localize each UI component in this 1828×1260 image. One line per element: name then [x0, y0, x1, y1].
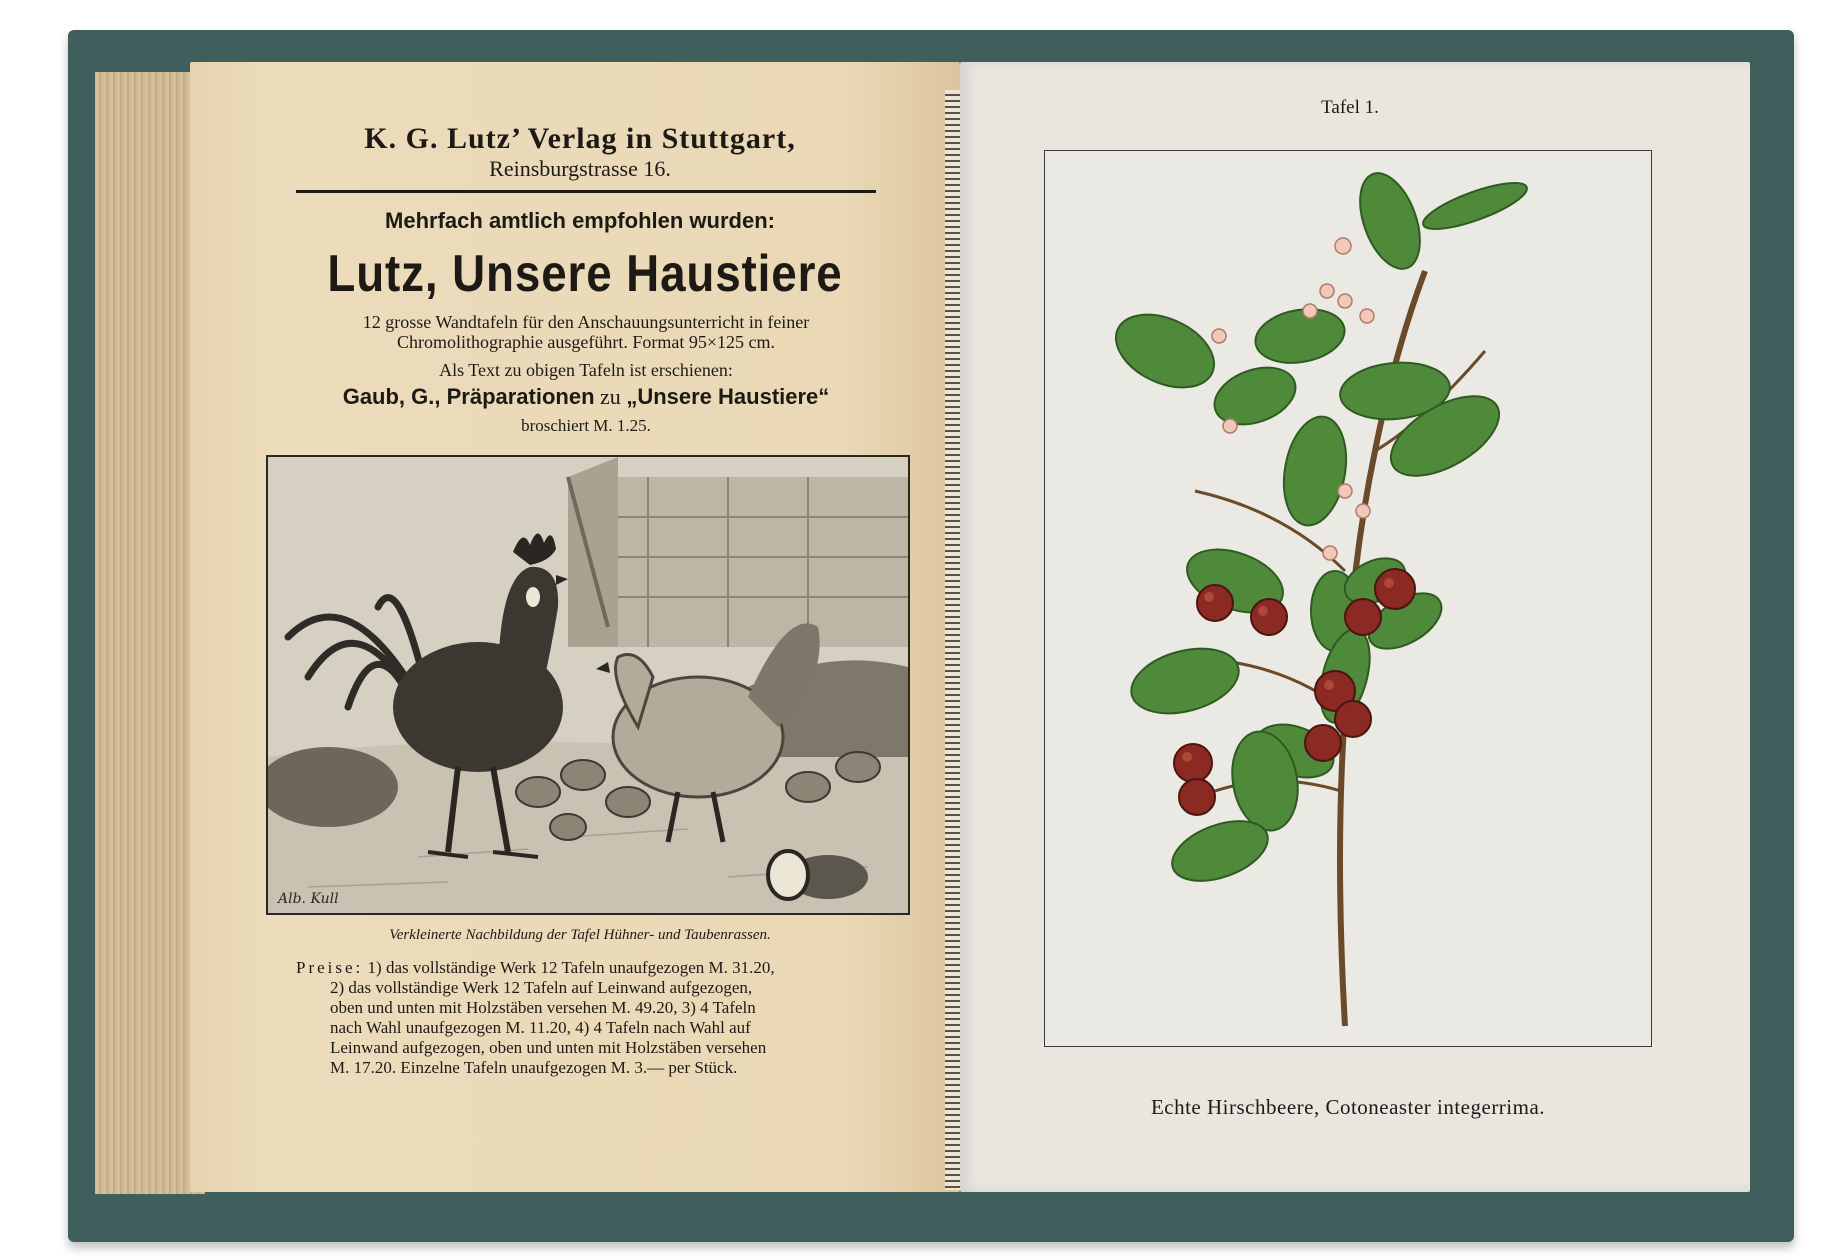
- publisher-address: Reinsburgstrasse 16.: [489, 156, 671, 181]
- plate-number: Tafel 1.: [1321, 97, 1379, 118]
- prices-line-4: nach Wahl unaufgezogen M. 11.20, 4) 4 Tafeln nach Wahl auf: [330, 1018, 751, 1037]
- prices-line-1: [296, 958, 886, 978]
- companion-price: broschiert M. 1.25.: [521, 416, 651, 435]
- companion-book: [296, 384, 876, 410]
- recommendation-line: Mehrfach amtlich empfohlen wurden:: [385, 208, 775, 233]
- heading-rule: [296, 190, 876, 193]
- prices-line-3: oben und unten mit Holzstäben versehen M. 49.20, 3) 4 Tafeln: [330, 998, 756, 1017]
- prices-line-5: Leinwand aufgezogen, oben und unten mit Holzstäben versehen: [330, 1038, 767, 1057]
- description-line-1: 12 grosse Wandtafeln für den Anschauungsunterricht in feiner: [362, 312, 810, 332]
- engraving-caption: Verkleinerte Nachbildung der Tafel Hühner- und Taubenrassen.: [389, 927, 771, 943]
- prices-block: [296, 958, 886, 1078]
- prices-line-6: M. 17.20. Einzelne Tafeln unaufgezogen M. 3.— per Stück.: [330, 1058, 738, 1077]
- plate-caption: Echte Hirschbeere, Cotoneaster integerrima.: [1150, 1095, 1546, 1119]
- prices-label: Preise:: [296, 958, 364, 977]
- advert-title: Lutz, Unsere Haustiere: [327, 245, 843, 303]
- text-intro: Als Text zu obigen Tafeln ist erschienen:: [439, 360, 733, 380]
- page-stack-edges: [95, 72, 205, 1194]
- publisher-heading: K. G. Lutz’ Verlag in Stuttgart,: [364, 122, 796, 155]
- description-line-2: Chromolithographie ausgeführt. Format 95×125 cm.: [396, 332, 776, 352]
- companion-zu: zu: [594, 384, 627, 409]
- companion-author: Gaub, G., Präparationen: [342, 384, 595, 409]
- prices-text-1: 1) das vollständige Werk 12 Tafeln unaufgezogen M. 31.20,: [367, 958, 775, 977]
- prices-line-2: 2) das vollständige Werk 12 Tafeln auf Leinwand aufgezogen,: [330, 978, 753, 997]
- rooster-hen-engraving: [266, 455, 910, 915]
- botanical-plate: [1044, 150, 1652, 1047]
- engraving-signature: Alb. Kull: [278, 891, 339, 907]
- companion-title: „Unsere Haustiere“: [626, 384, 830, 409]
